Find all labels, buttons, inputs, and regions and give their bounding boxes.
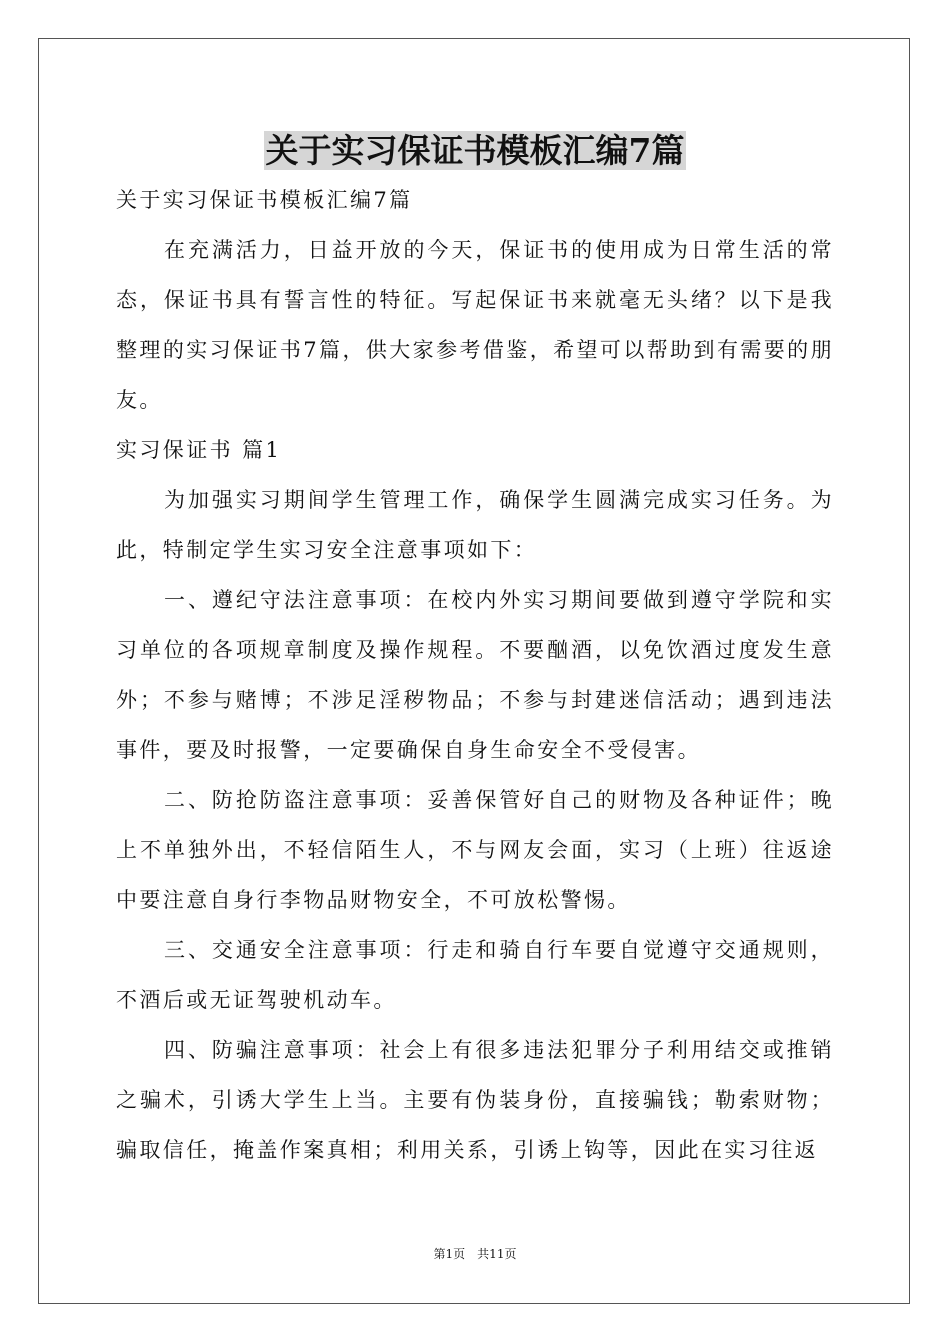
paragraph: 为加强实习期间学生管理工作，确保学生圆满完成实习任务。为此，特制定学生实习安全注意事项如下： — [116, 488, 834, 562]
document-title-text: 关于实习保证书模板汇编7篇 — [265, 131, 685, 170]
paragraph: 在充满活力，日益开放的今天，保证书的使用成为日常生活的常态，保证书具有誓言性的特征。写起保证书来就毫无头绪？以下是我整理的实习保证书7篇，供大家参考借鉴，希望可以帮助到有需要的朋友。 — [116, 238, 834, 412]
paragraph: 三、交通安全注意事项：行走和骑自行车要自觉遵守交通规则，不酒后或无证驾驶机动车。 — [116, 938, 834, 1012]
document-title — [0, 124, 950, 178]
section-heading: 实习保证书 篇1 — [116, 438, 282, 462]
paragraph: 二、防抢防盗注意事项：妥善保管好自己的财物及各种证件；晚上不单独外出，不轻信陌生人，不与网友会面，实习（上班）往返途中要注意自身行李物品财物安全，不可放松警惕。 — [116, 788, 834, 912]
paragraph: 一、遵纪守法注意事项：在校内外实习期间要做到遵守学院和实习单位的各项规章制度及操作规程。不要酗酒，以免饮酒过度发生意外；不参与赌博；不涉足淫秽物品；不参与封建迷信活动；遇到违法事件，要及时报警，一定要确保自身生命安全不受侵害。 — [116, 588, 834, 762]
page-footer — [0, 1244, 950, 1264]
paragraph: 关于实习保证书模板汇编7篇 — [116, 188, 413, 212]
paragraph: 四、防骗注意事项：社会上有很多违法犯罪分子利用结交或推销之骗术，引诱大学生上当。主要有伪装身份，直接骗钱；勒索财物；骗取信任，掩盖作案真相；利用关系，引诱上钩等，因此在实习往返 — [116, 1038, 834, 1162]
page-number: 第1页 共11页 — [433, 1247, 517, 1261]
document-body — [116, 175, 834, 1175]
